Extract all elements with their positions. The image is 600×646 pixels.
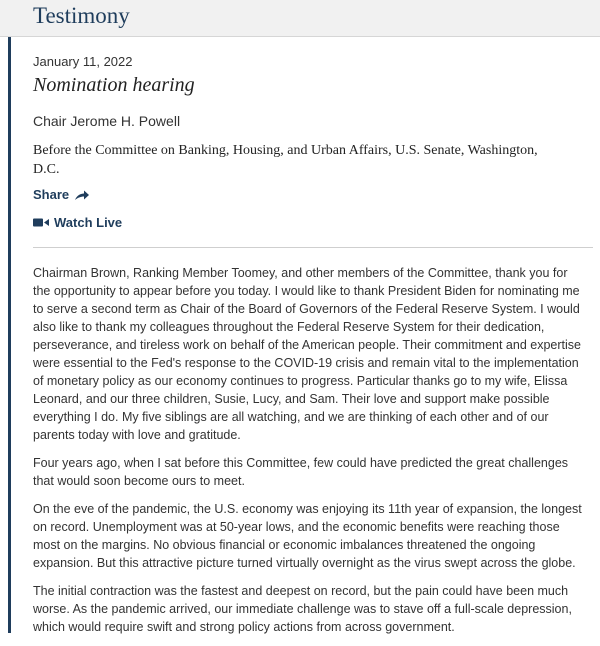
watch-live-label: Watch Live (54, 215, 123, 230)
share-button[interactable] (33, 187, 90, 202)
page-header (0, 0, 600, 37)
paragraph: Chairman Brown, Ranking Member Toomey, and other members of the Committee, thank you for the opportunity to appear before you today. I would like to thank President Biden for nominating me to serve a second term as Chair of the Board of Governors of the Federal Reserve System. I would also like to thank my colleagues throughout the Federal Reserve System for their dedication, perseverance, and tireless work on behalf of the American people. Their commitment and expertise were essential to the Fed's response to the COVID-19 crisis and remain vital to the implementation of monetary policy as our economy continues to progress. Particular thanks go to my wife, Elissa Leonard, and our three children, Susie, Lucy, and Sam. Their love and support make possible everything I do. My five siblings are all watching, and we are thinking of each other and of our parents today with love and gratitude. (33, 266, 581, 442)
paragraph: Four years ago, when I sat before this Committee, few could have predicted the great challenges that would soon become ours to meet. (33, 456, 569, 488)
share-label: Share (33, 187, 70, 202)
section-divider (33, 247, 593, 248)
section-title: Testimony (33, 3, 130, 28)
watch-live-link[interactable] (33, 215, 122, 230)
share-arrow-icon (74, 189, 90, 201)
video-camera-icon (33, 217, 50, 228)
article-subtitle: Nomination hearing (33, 74, 195, 96)
article-date: January 11, 2022 (33, 54, 133, 69)
left-accent-rule (8, 37, 11, 633)
venue-text: Before the Committee on Banking, Housing, and Urban Affairs, U.S. Senate, Washington, D.C. (33, 143, 538, 177)
article-body (33, 264, 588, 646)
paragraph: On the eve of the pandemic, the U.S. economy was enjoying its 11th year of expansion, the longest on record. Unemployment was at 50-year lows, and the economic benefits were reaching those most on the margins. No obvious financial or economic imbalances threatened the ongoing expansion. But this attractive picture turned virtually overnight as the virus swept across the globe. (33, 502, 582, 570)
speaker-link[interactable]: Chair Jerome H. Powell (33, 113, 181, 129)
paragraph: The initial contraction was the fastest and deepest on record, but the pain could have been much worse. As the pandemic arrived, our immediate challenge was to stave off a full-scale depression, which would require swift and strong policy actions from across government. (33, 584, 572, 634)
